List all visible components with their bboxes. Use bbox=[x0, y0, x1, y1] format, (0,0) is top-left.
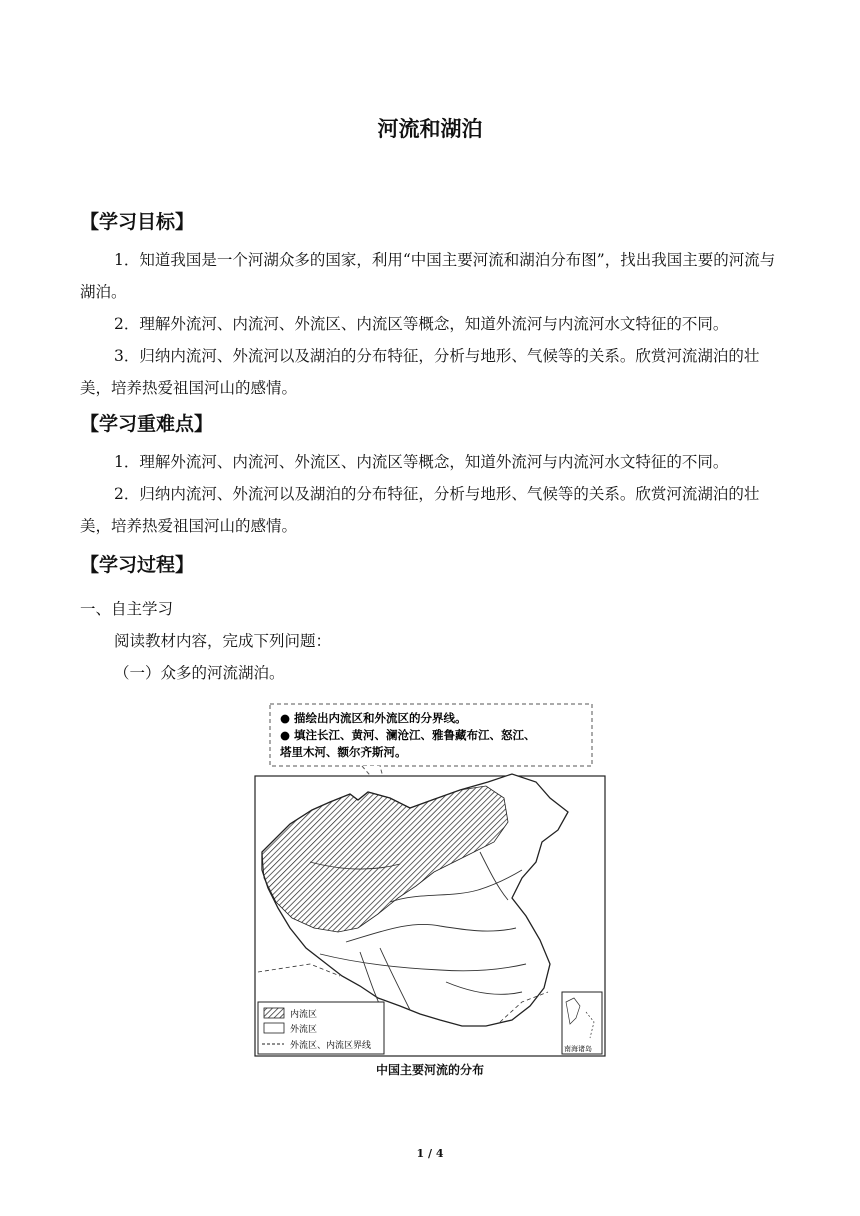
china-rivers-map-figure bbox=[250, 702, 610, 1060]
legend-inner-swatch bbox=[264, 1008, 284, 1018]
map-legend bbox=[258, 1002, 384, 1054]
instruction-text: 阅读教材内容，完成下列问题： bbox=[114, 632, 332, 650]
section-heading-key-points: 【学习重难点】 bbox=[80, 413, 214, 435]
inset-label: 南海诸岛 bbox=[564, 1045, 592, 1053]
key-point-item-2: 2．归纳内流河、外流河以及湖泊的分布特征，分析与地形、气候等的关系。欣赏河流湖泊的壮美，培养热爱祖国河山的感情。 bbox=[80, 485, 760, 535]
south-china-sea-inset bbox=[562, 992, 602, 1054]
figure-caption: 中国主要河流的分布 bbox=[375, 1063, 484, 1077]
page-number: 1 / 4 bbox=[416, 1147, 444, 1160]
page-title: 河流和湖泊 bbox=[377, 117, 483, 141]
goal-item-3: 3．归纳内流河、外流河以及湖泊的分布特征，分析与地形、气候等的关系。欣赏河流湖泊的壮美，培养热爱祖国河山的感情。 bbox=[80, 347, 760, 397]
callout-line-2: ● 填注长江、黄河、澜沧江、雅鲁藏布江、怒江、 bbox=[280, 728, 536, 742]
legend-outer-swatch bbox=[264, 1023, 284, 1033]
callout-line-3: 塔里木河、额尔齐斯河。 bbox=[280, 745, 407, 759]
legend-inner-label: 内流区 bbox=[290, 1010, 318, 1020]
legend-boundary-label: 外流区、内流区界线 bbox=[290, 1041, 372, 1051]
legend-outer-label: 外流区 bbox=[290, 1025, 318, 1035]
goal-item-1: 1．知道我国是一个河湖众多的国家，利用“中国主要河流和湖泊分布图”，找出我国主要的河流与湖泊。 bbox=[80, 251, 776, 301]
section-heading-goals: 【学习目标】 bbox=[80, 211, 195, 233]
key-point-item-1: 1．理解外流河、内流河、外流区、内流区等概念，知道外流河与内流河水文特征的不同。 bbox=[114, 453, 729, 471]
subsection-self-study: 一、自主学习 bbox=[80, 600, 174, 618]
callout-line-1: ● 描绘出内流区和外流区的分界线。 bbox=[280, 711, 467, 725]
section-heading-process: 【学习过程】 bbox=[80, 554, 195, 576]
goal-item-2: 2．理解外流河、内流河、外流区、内流区等概念，知道外流河与内流河水文特征的不同。 bbox=[114, 315, 729, 333]
subsection-rivers-lakes: （一）众多的河流湖泊。 bbox=[114, 664, 285, 682]
